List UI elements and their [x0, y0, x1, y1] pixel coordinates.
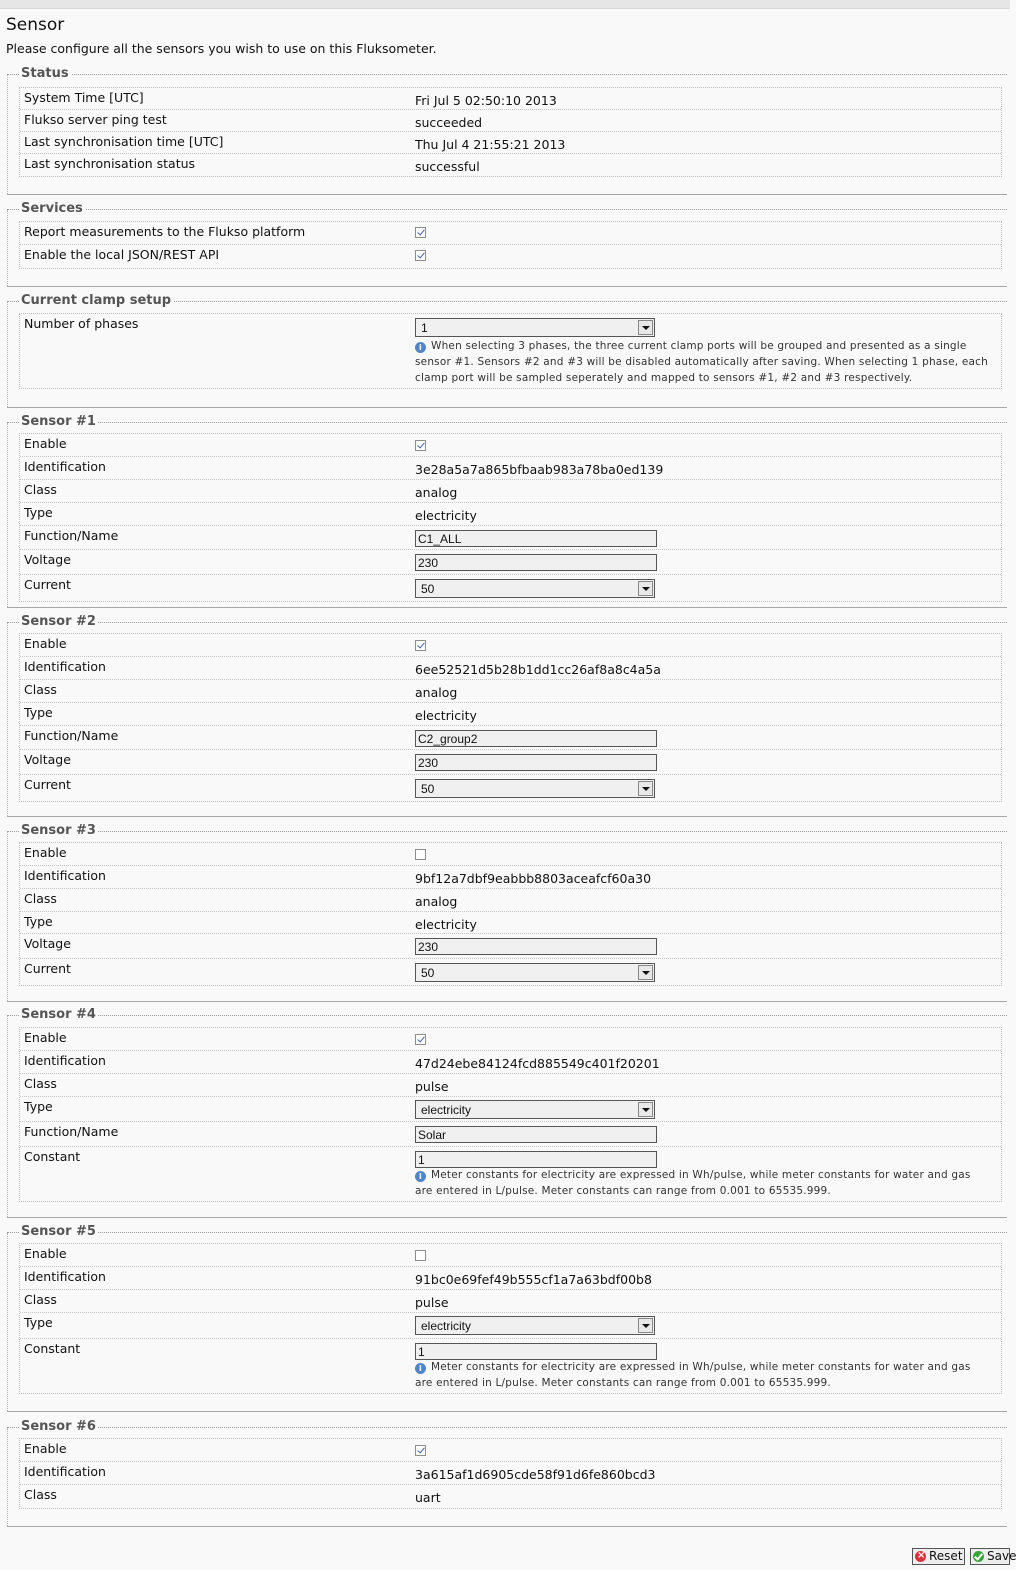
sensor4-constant-row [20, 1147, 1001, 1201]
sensor3-current-select[interactable]: 50 [415, 963, 655, 982]
sensor1-current-select[interactable]: 50 [415, 579, 655, 598]
sensor2-id-label: Identification [24, 659, 106, 674]
sensor4-section [7, 1007, 1007, 1218]
sensor5-id-value: 91bc0e69fef49b555cf1a7a63bdf00b8 [415, 1272, 652, 1287]
sensor4-constant-input[interactable]: 1 [415, 1151, 657, 1168]
system-time-value: Fri Jul 5 02:50:10 2013 [415, 93, 557, 108]
sensor6-class-value: uart [415, 1490, 441, 1505]
sensor5-constant-input[interactable]: 1 [415, 1343, 657, 1360]
sensor5-constant-hint: i Meter constants for electricity are expressed in Wh/pulse, while meter constants for water and gas are entered in L/pulse. Meter constants can range from 0.001 to 65535.999. [415, 1361, 971, 1389]
sensor4-id-value: 47d24ebe84124fcd885549c401f20201 [415, 1056, 660, 1071]
clamp-legend: Current clamp setup [21, 293, 172, 308]
sensor2-class-value: analog [415, 685, 458, 700]
sensor5-constant-label: Constant [24, 1341, 81, 1356]
sensor2-class-row [20, 680, 1001, 703]
sensor1-name-input[interactable]: C1_ALL [415, 530, 657, 547]
ping-test-value: succeeded [415, 115, 483, 130]
sensor5-class-label: Class [24, 1292, 57, 1307]
sensor1-type-value: electricity [415, 508, 477, 523]
sensor2-enable-row [20, 634, 1001, 657]
report-label: Report measurements to the Flukso platform [24, 224, 306, 239]
sensor2-class-label: Class [24, 682, 57, 697]
sensor5-class-row [20, 1290, 1001, 1313]
sensor5-enable-checkbox[interactable] [415, 1250, 426, 1261]
last-sync-status-value: successful [415, 159, 480, 174]
page-description: Please configure all the sensors you wish to use on this Fluksometer. [6, 41, 437, 56]
sensor3-type-row [20, 912, 1001, 934]
sensor6-enable-row [20, 1439, 1001, 1462]
sensor3-enable-label: Enable [24, 845, 67, 860]
sensor4-type-row [20, 1097, 1001, 1122]
phases-hint: i When selecting 3 phases, the three current clamp ports will be grouped and presented as a single sensor #1. Sensors #2 and #3 will be disabled automatically after saving. When selecting 1 phase, each clamp port will be sampled seperately and mapped to sensors #1, #2 and #3 respectively. [415, 340, 988, 384]
sensor4-id-row [20, 1051, 1001, 1074]
sensor1-class-label: Class [24, 482, 57, 497]
top-bar [0, 0, 1010, 9]
save-button-label: Save [987, 1549, 1016, 1563]
sensor2-current-label: Current [24, 777, 71, 792]
chevron-down-icon [638, 581, 653, 596]
report-row [20, 222, 1001, 245]
reset-button-label: Reset [929, 1549, 963, 1563]
sensor2-id-value: 6ee52521d5b28b1dd1cc26af8a8c4a5a [415, 662, 661, 677]
last-sync-time-value: Thu Jul 4 21:55:21 2013 [415, 137, 566, 152]
sensor3-section [7, 823, 1007, 1002]
chevron-down-icon [638, 1102, 653, 1117]
sensor2-section [7, 614, 1007, 817]
sensor1-id-label: Identification [24, 459, 106, 474]
services-section [7, 201, 1007, 287]
sensor5-id-row [20, 1267, 1001, 1290]
sensor3-class-value: analog [415, 894, 458, 909]
sensor2-current-row [20, 775, 1001, 801]
sensor1-type-label: Type [24, 505, 53, 520]
clamp-section [7, 293, 1007, 408]
sensor1-type-row [20, 503, 1001, 526]
sensor2-name-label: Function/Name [24, 728, 119, 743]
sensor2-enable-label: Enable [24, 636, 67, 651]
last-sync-status-label: Last synchronisation status [24, 156, 196, 171]
sensor5-enable-row [20, 1244, 1001, 1267]
sensor6-class-label: Class [24, 1487, 57, 1502]
api-label: Enable the local JSON/REST API [24, 247, 220, 262]
sensor1-voltage-label: Voltage [24, 552, 71, 567]
sensor4-type-label: Type [24, 1099, 53, 1114]
last-sync-time-label: Last synchronisation time [UTC] [24, 134, 224, 149]
sensor2-name-input[interactable]: C2_group2 [415, 730, 657, 747]
page-title: Sensor [6, 15, 65, 35]
sensor1-voltage-input[interactable]: 230 [415, 554, 657, 571]
phases-row [20, 314, 1001, 388]
sensor2-type-row [20, 703, 1001, 726]
sensor5-constant-row [20, 1339, 1001, 1393]
ping-test-row [20, 110, 1001, 132]
info-icon: i [415, 342, 426, 353]
sensor2-type-label: Type [24, 705, 53, 720]
sensor5-type-row [20, 1313, 1001, 1339]
sensor6-id-label: Identification [24, 1464, 106, 1479]
chevron-down-icon [638, 965, 653, 980]
sensor4-enable-row [20, 1028, 1001, 1051]
sensor5-enable-label: Enable [24, 1246, 67, 1261]
sensor3-type-value: electricity [415, 917, 477, 932]
sensor1-enable-label: Enable [24, 436, 67, 451]
sensor6-enable-checkbox[interactable] [415, 1445, 426, 1456]
sensor3-id-label: Identification [24, 868, 106, 883]
sensor2-current-select[interactable]: 50 [415, 779, 655, 798]
services-legend: Services [21, 201, 83, 216]
sensor4-constant-label: Constant [24, 1149, 81, 1164]
sensor1-enable-row [20, 434, 1001, 457]
sensor4-name-label: Function/Name [24, 1124, 119, 1139]
sensor1-enable-checkbox[interactable] [415, 440, 426, 451]
sensor6-section [7, 1419, 1007, 1527]
cancel-icon [915, 1551, 926, 1562]
sensor4-enable-label: Enable [24, 1030, 67, 1045]
sensor5-class-value: pulse [415, 1295, 449, 1310]
sensor4-type-select[interactable]: electricity [415, 1100, 655, 1119]
last-sync-time-row [20, 132, 1001, 154]
sensor2-voltage-row [20, 750, 1001, 775]
sensor3-enable-checkbox[interactable] [415, 849, 426, 860]
sensor2-id-row [20, 657, 1001, 680]
sensor2-type-value: electricity [415, 708, 477, 723]
sensor1-id-value: 3e28a5a7a865bfbaab983a78ba0ed139 [415, 462, 664, 477]
sensor6-id-row [20, 1462, 1001, 1485]
sensor5-legend: Sensor #5 [21, 1224, 96, 1239]
sensor1-class-row [20, 480, 1001, 503]
sensor1-voltage-row [20, 550, 1001, 575]
sensor1-name-label: Function/Name [24, 528, 119, 543]
sensor3-voltage-row [20, 934, 1001, 959]
phases-label: Number of phases [24, 316, 139, 331]
sensor5-id-label: Identification [24, 1269, 106, 1284]
chevron-down-icon [638, 1318, 653, 1333]
sensor2-name-row [20, 726, 1001, 750]
system-time-label: System Time [UTC] [24, 90, 144, 105]
sensor1-legend: Sensor #1 [21, 414, 96, 429]
check-icon [973, 1551, 984, 1562]
report-checkbox[interactable] [415, 227, 426, 238]
sensor3-id-value: 9bf12a7dbf9eabbb8803aceafcf60a30 [415, 871, 652, 886]
sensor1-id-row [20, 457, 1001, 480]
api-checkbox[interactable] [415, 250, 426, 261]
sensor2-legend: Sensor #2 [21, 614, 96, 629]
info-icon: i [415, 1171, 426, 1182]
sensor3-voltage-label: Voltage [24, 936, 71, 951]
sensor1-name-row [20, 526, 1001, 550]
sensor3-type-label: Type [24, 914, 53, 929]
sensor1-current-row [20, 575, 1001, 601]
system-time-row [20, 88, 1001, 110]
sensor4-name-row [20, 1122, 1001, 1147]
sensor5-type-select[interactable]: electricity [415, 1316, 655, 1335]
status-section [7, 66, 1007, 195]
sensor3-class-label: Class [24, 891, 57, 906]
api-row [20, 245, 1001, 268]
sensor1-class-value: analog [415, 485, 458, 500]
sensor5-section [7, 1224, 1007, 1412]
sensor4-class-label: Class [24, 1076, 57, 1091]
sensor3-voltage-input[interactable]: 230 [415, 938, 657, 955]
sensor2-voltage-input[interactable]: 230 [415, 754, 657, 771]
sensor4-id-label: Identification [24, 1053, 106, 1068]
sensor4-constant-hint: i Meter constants for electricity are expressed in Wh/pulse, while meter constants for water and gas are entered in L/pulse. Meter constants can range from 0.001 to 65535.999. [415, 1169, 971, 1197]
chevron-down-icon [638, 320, 653, 335]
sensor3-id-row [20, 866, 1001, 889]
sensor3-class-row [20, 889, 1001, 912]
sensor2-enable-checkbox[interactable] [415, 640, 426, 651]
sensor4-legend: Sensor #4 [21, 1007, 96, 1022]
info-icon: i [415, 1363, 426, 1374]
sensor6-legend: Sensor #6 [21, 1419, 96, 1434]
ping-test-label: Flukso server ping test [24, 112, 167, 127]
save-button[interactable] [970, 1548, 1016, 1565]
chevron-down-icon [638, 781, 653, 796]
sensor2-voltage-label: Voltage [24, 752, 71, 767]
phases-select[interactable]: 1 [415, 318, 655, 337]
sensor5-type-label: Type [24, 1315, 53, 1330]
status-legend: Status [21, 66, 69, 81]
sensor4-class-row [20, 1074, 1001, 1097]
sensor4-class-value: pulse [415, 1079, 449, 1094]
sensor3-enable-row [20, 843, 1001, 866]
last-sync-status-row [20, 154, 1001, 176]
sensor3-current-label: Current [24, 961, 71, 976]
sensor6-id-value: 3a615af1d6905cde58f91d6fe860bcd3 [415, 1467, 656, 1482]
sensor3-legend: Sensor #3 [21, 823, 96, 838]
sensor6-class-row [20, 1485, 1001, 1508]
sensor4-name-input[interactable]: Solar [415, 1126, 657, 1143]
sensor6-enable-label: Enable [24, 1441, 67, 1456]
sensor1-current-label: Current [24, 577, 71, 592]
sensor3-current-row [20, 959, 1001, 985]
reset-button[interactable] [912, 1548, 965, 1565]
sensor1-section [7, 414, 1007, 608]
sensor4-enable-checkbox[interactable] [415, 1034, 426, 1045]
